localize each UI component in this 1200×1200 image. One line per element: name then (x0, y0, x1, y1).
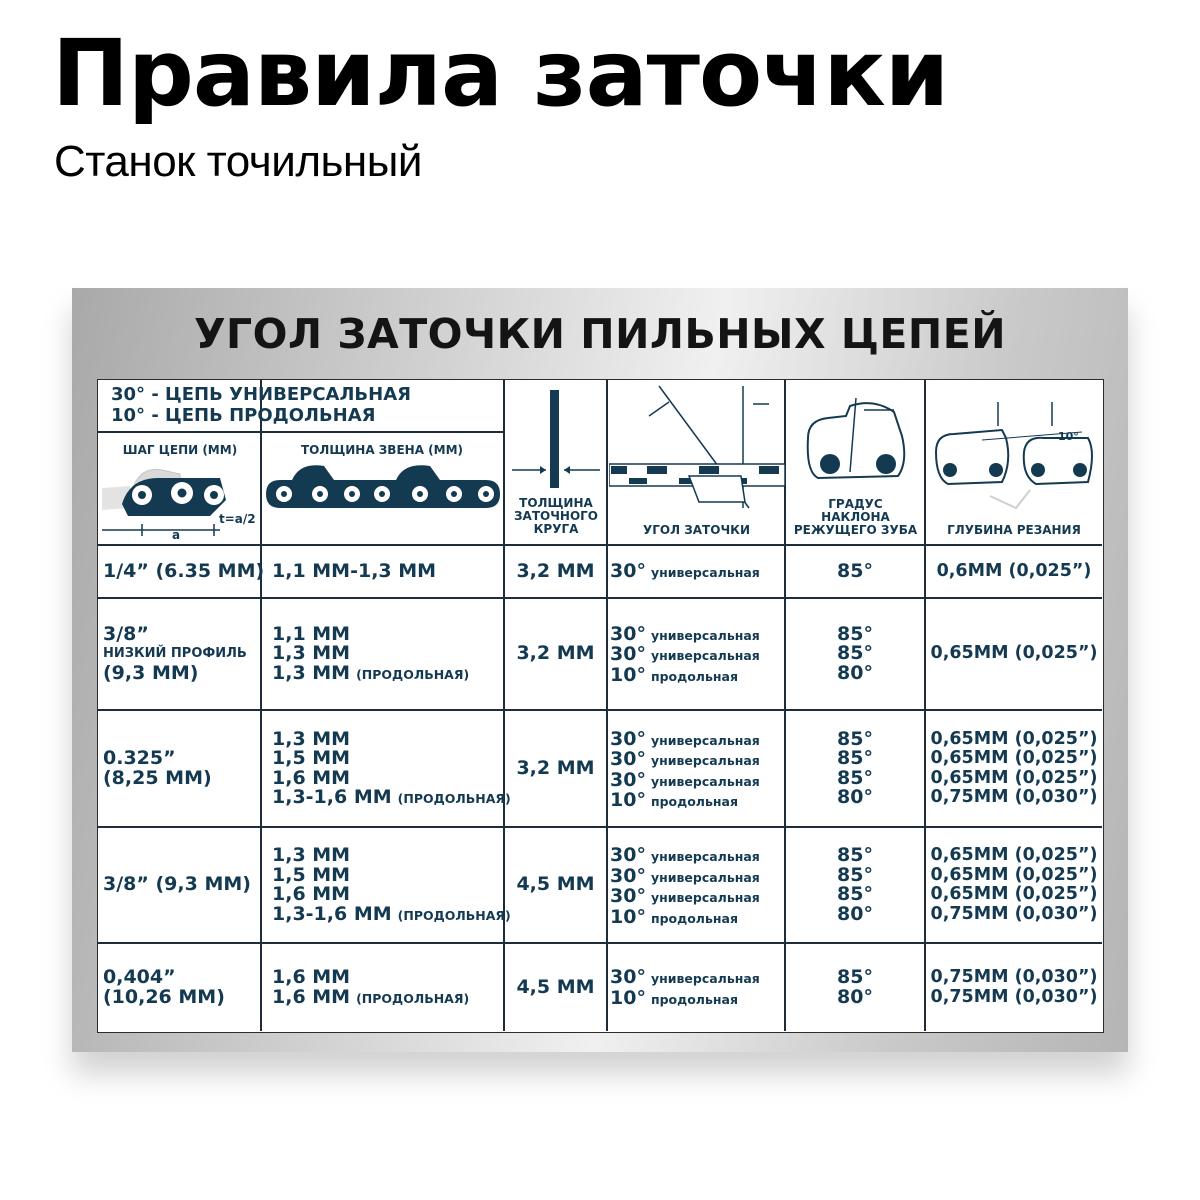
angle-type: продольная (650, 668, 738, 684)
angle-cell (610, 622, 760, 687)
gauge-cell (272, 559, 437, 582)
depth-value: 0,65ММ (0,025”) (930, 728, 1098, 749)
gauge-value: 1,3-1,6 ММ (ПРОДОЛЬНАЯ) (272, 786, 511, 808)
header-angle: УГОЛ ЗАТОЧКИ (643, 523, 750, 537)
angle-value: 10° продольная (610, 986, 738, 1009)
angle-type: универсальная (650, 627, 760, 643)
angle-type: универсальная (650, 648, 760, 664)
depth-cell (926, 562, 1102, 582)
gauge-cell (272, 846, 511, 925)
page-title: Правила заточки (52, 20, 949, 127)
pitch-cell (103, 968, 225, 1007)
gauge-value: 1,5 ММ (272, 747, 351, 769)
pitch-cell (103, 749, 212, 788)
legend-universal: 30° - ЦЕПЬ УНИВЕРСАЛЬНАЯ (111, 384, 411, 405)
depth-cell (926, 730, 1102, 808)
tilt-cell (786, 727, 924, 808)
angle-type: универсальная (650, 773, 760, 789)
grinding-wheel-icon (508, 386, 604, 492)
angle-type: универсальная (650, 753, 760, 768)
angle-type: универсальная (650, 849, 760, 864)
angle-value: 10° продольная (610, 663, 738, 686)
angle-value: 30° универсальная (610, 622, 760, 645)
pitch-cell (103, 622, 247, 684)
gauge-value: 1,1 ММ (272, 622, 351, 645)
pitch-value: 0,404” (103, 966, 176, 988)
tilt-cell (786, 968, 924, 1007)
pitch-value: (10,26 ММ) (103, 985, 225, 1008)
table-row-divider (97, 709, 1102, 711)
depth-value: 0,65ММ (0,025”) (930, 864, 1098, 885)
tilt-cell (786, 846, 924, 924)
angle-type: универсальная (650, 890, 760, 905)
header-wheel-line: ТОЛЩИНА (519, 496, 593, 510)
pitch-value: 0.325” (103, 747, 176, 769)
legend-longitudinal: 10° - ЦЕПЬ ПРОДОЛЬНАЯ (111, 405, 376, 426)
header-tilt-line: НАКЛОНА (821, 510, 890, 524)
tilt-value: 85° (837, 642, 873, 665)
angle-value: 10° продольная (610, 789, 738, 811)
gauge-value: 1,3 ММ (272, 642, 351, 665)
angle-type: универсальная (650, 869, 760, 885)
tilt-value: 85° (837, 966, 873, 988)
depth-value: 0,65ММ (0,025”) (930, 884, 1098, 904)
pitch-value: 1/4” (6.35 ММ) (103, 559, 265, 582)
angle-type: продольная (650, 991, 738, 1007)
gauge-cell (272, 727, 511, 809)
wheel-cell (505, 559, 606, 582)
chain-gauge-icon (264, 460, 502, 516)
angle-cell (610, 559, 760, 583)
angle-value: 30° универсальная (610, 768, 760, 791)
pitch-value: НИЗКИЙ ПРОФИЛЬ (103, 646, 247, 662)
table-column-divider (606, 379, 608, 1031)
gauge-cell (272, 622, 470, 685)
pitch-value: 3/8” (103, 622, 149, 645)
pitch-value: 3/8” (9,3 ММ) (103, 873, 251, 896)
gauge-note: (ПРОДОЛЬНАЯ) (356, 990, 470, 1006)
angle-value: 10° продольная (610, 905, 738, 928)
header-divider (97, 431, 503, 433)
table-column-divider (260, 379, 262, 1031)
header-pitch: ШАГ ЦЕПИ (ММ) (122, 443, 238, 457)
angle-value: 30° универсальная (610, 727, 760, 750)
table-column-divider (503, 379, 505, 1031)
header-wheel-line: КРУГА (533, 522, 579, 536)
angle-cell (610, 727, 760, 812)
gauge-value: 1,1 ММ-1,3 ММ (272, 559, 437, 582)
table-row-divider (97, 826, 1102, 828)
depth-value: 0,6ММ (0,025”) (936, 560, 1092, 581)
angle-type: продольная (650, 910, 738, 926)
tilt-value: 85° (837, 747, 873, 769)
gauge-value: 1,3-1,6 ММ (ПРОДОЛЬНАЯ) (272, 902, 511, 925)
gauge-value: 1,5 ММ (272, 863, 351, 886)
depth-value: 0,75ММ (0,030”) (930, 903, 1098, 924)
depth-value: 0,75ММ (0,030”) (930, 967, 1098, 987)
tilt-value: 85° (837, 622, 873, 645)
page-subtitle: Станок точильный (54, 137, 422, 186)
gauge-value: 1,3 ММ (272, 727, 351, 750)
wheel-cell (505, 756, 606, 779)
angle-value: 30° универсальная (610, 966, 760, 988)
depth-value: 0,65ММ (0,025”) (930, 767, 1098, 788)
header-wheel (505, 497, 607, 536)
table-row-divider (97, 942, 1102, 944)
gauge-cell (272, 968, 469, 1008)
angle-cell (610, 846, 760, 928)
angle-type: универсальная (650, 564, 760, 580)
header-tilt-line: РЕЖУЩЕГО ЗУБА (793, 523, 918, 537)
tilt-value: 85° (837, 766, 873, 789)
cutting-depth-icon (932, 396, 1096, 512)
tilt-value: 85° (837, 883, 873, 905)
pitch-label-a: а (172, 528, 181, 542)
table-row-divider (97, 597, 1102, 599)
angle-value: 30° универсальная (610, 643, 760, 666)
tilt-value: 85° (837, 727, 873, 750)
tilt-cell (786, 622, 924, 684)
depth-cell (926, 846, 1102, 924)
header-gauge: ТОЛЩИНА ЗВЕНА (ММ) (300, 443, 464, 457)
wheel-value: 3,2 ММ (516, 756, 595, 779)
gauge-value: 1,6 ММ (272, 766, 351, 789)
header-tilt (786, 498, 925, 537)
pitch-cell (103, 559, 265, 582)
angle-value: 30° универсальная (610, 748, 760, 770)
pitch-value: (9,3 ММ) (103, 661, 199, 684)
depth-value: 0,75ММ (0,030”) (930, 986, 1098, 1007)
wheel-value: 4,5 ММ (516, 975, 595, 998)
header-tilt-line: ГРАДУС (828, 497, 883, 511)
tilt-value: 80° (837, 661, 873, 684)
plate-title: УГОЛ ЗАТОЧКИ ПИЛЬНЫХ ЦЕПЕЙ (193, 310, 1007, 358)
wheel-cell (505, 644, 606, 664)
depth-cell (926, 968, 1102, 1007)
tilt-value: 80° (837, 985, 873, 1008)
wheel-value: 3,2 ММ (516, 642, 595, 665)
gauge-value: 1,6 ММ (ПРОДОЛЬНАЯ) (272, 985, 470, 1008)
gauge-value: 1,6 ММ (272, 883, 351, 905)
angle-value: 30° универсальная (610, 844, 760, 866)
gauge-note: (ПРОДОЛЬНАЯ) (397, 907, 511, 923)
angle-type: универсальная (650, 732, 760, 748)
depth-label-ten: 10° (1058, 430, 1079, 443)
table-row-divider (97, 544, 1102, 546)
tilt-value: 80° (837, 902, 873, 925)
angle-cell (610, 968, 760, 1009)
angle-value: 30° универсальная (610, 559, 760, 582)
sharpening-angle-icon (609, 382, 785, 512)
depth-value: 0,65ММ (0,025”) (930, 643, 1098, 664)
wheel-value: 3,2 ММ (516, 559, 595, 582)
table-column-divider (924, 379, 926, 1031)
wheel-cell (505, 875, 606, 895)
tilt-cell (786, 559, 924, 582)
angle-value: 30° универсальная (610, 864, 760, 887)
tilt-value: 85° (837, 844, 873, 866)
tooth-tilt-icon (798, 392, 916, 492)
wheel-value: 4,5 ММ (516, 873, 595, 896)
gauge-value: 1,6 ММ (272, 966, 351, 988)
pitch-cell (103, 875, 251, 895)
tilt-value: 80° (837, 786, 873, 808)
depth-value: 0,75ММ (0,030”) (930, 787, 1098, 807)
depth-value: 0,65ММ (0,025”) (930, 845, 1098, 865)
angle-value: 30° универсальная (610, 885, 760, 907)
header-wheel-line: ЗАТОЧНОГО (514, 509, 598, 523)
tilt-value: 85° (837, 863, 873, 886)
depth-cell (926, 644, 1102, 664)
legend (111, 384, 411, 426)
gauge-note: (ПРОДОЛЬНАЯ) (397, 791, 511, 806)
angle-type: продольная (650, 794, 738, 809)
angle-type: универсальная (650, 971, 760, 986)
depth-value: 0,65ММ (0,025”) (930, 748, 1098, 768)
tilt-value: 85° (837, 559, 873, 582)
gauge-value: 1,3 ММ (ПРОДОЛЬНАЯ) (272, 661, 470, 684)
wheel-cell (505, 975, 606, 998)
gauge-note: (ПРОДОЛЬНАЯ) (356, 666, 470, 682)
header-depth: ГЛУБИНА РЕЗАНИЯ (947, 523, 1081, 537)
pitch-value: (8,25 ММ) (103, 766, 212, 789)
gauge-value: 1,3 ММ (272, 844, 351, 866)
pitch-label-t: t=a/2 (219, 512, 256, 526)
